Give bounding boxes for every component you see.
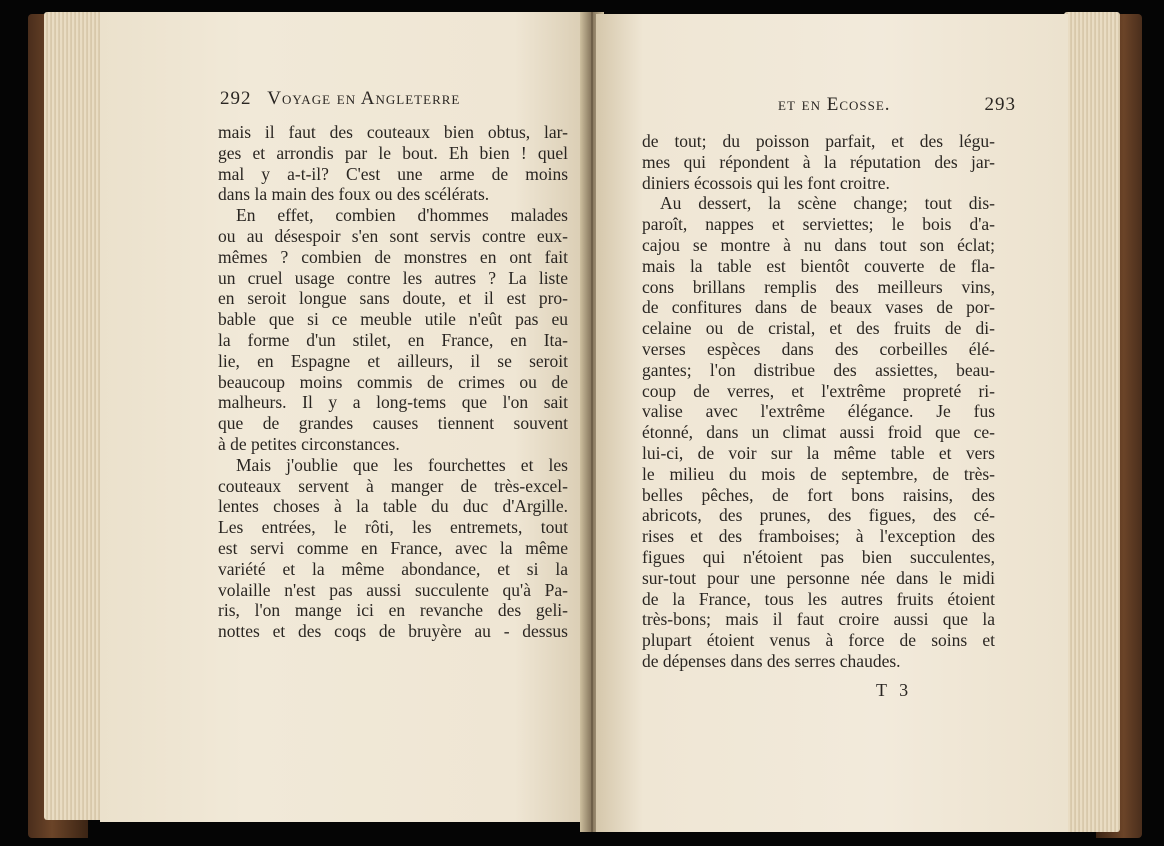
text-line: ges et arrondis par le bout. Eh bien ! quel — [218, 142, 568, 163]
text-line: mal y a-t-il? C'est une arme de moins — [218, 163, 568, 184]
text-line: verses espèces dans des corbeilles élé- — [642, 338, 995, 359]
text-line: que de grandes causes tiennent souvent — [218, 413, 568, 434]
text-line: à de petites circonstances. — [218, 433, 400, 454]
text-line: figues qui n'étoient pas bien succulentes, — [642, 546, 995, 567]
text-line: rises et des framboises; à l'exception des — [642, 526, 995, 547]
text-line: lui-ci, de voir sur la même table et vers — [642, 442, 995, 463]
text-line: beaucoup moins commis de crimes ou de — [218, 371, 568, 392]
right-running-title: et en Ecosse. — [778, 94, 891, 115]
text-line: de tout; du poisson parfait, et des légu- — [642, 131, 995, 151]
text-line: ou au désespoir s'en sont servis contre eux- — [218, 225, 568, 246]
text-line: abricots, des prunes, des figues, des cé- — [642, 505, 995, 526]
text-line: gantes; l'on distribue des assiettes, beau- — [642, 359, 995, 380]
left-page-text — [218, 122, 568, 642]
text-line: sur-tout pour une personne née dans le midi — [642, 567, 995, 588]
left-page-number: 292 — [220, 88, 252, 109]
text-line: ris, l'on mange ici en revanche des geli- — [218, 600, 568, 621]
text-line: est servi comme en France, avec la même — [218, 537, 568, 558]
right-page — [596, 14, 1068, 832]
text-line: coup de verres, et l'extrême propreté ri- — [642, 380, 995, 401]
right-page-number: 293 — [984, 94, 1016, 115]
left-page — [100, 12, 588, 822]
text-line: très-bons; mais il faut croire aussi que la — [642, 609, 995, 630]
text-line: diniers écossois qui les font croitre. — [642, 172, 890, 193]
text-line: Les entrées, le rôti, les entremets, tout — [218, 517, 568, 538]
text-line: En effet, combien d'hommes malades — [236, 205, 568, 226]
text-line: Au dessert, la scène change; tout dis- — [660, 193, 995, 214]
text-line: dans la main des foux ou des scélérats. — [218, 184, 490, 205]
text-line: de confitures dans de beaux vases de por- — [642, 297, 995, 318]
text-line: mêmes ? combien de monstres en ont fait — [218, 246, 568, 267]
text-line: la forme d'un stilet, en France, en Ita- — [218, 329, 568, 350]
text-line: lie, en Espagne et ailleurs, il se seroit — [218, 350, 568, 371]
right-page-text — [642, 131, 995, 672]
text-line: mes qui répondent à la réputation des jar- — [642, 151, 995, 172]
text-line: en seroit longue sans doute, et il est pro- — [218, 288, 568, 309]
text-line: de dépenses dans des serres chaudes. — [642, 650, 901, 671]
text-line: volaille n'est pas aussi succulente qu'à Pa- — [218, 579, 568, 600]
text-line: étonné, dans un climat aussi froid que ce- — [642, 422, 995, 443]
text-line: couteaux servent à manger de très-excel- — [218, 475, 568, 496]
text-line: variété et la même abondance, et si la — [218, 558, 568, 579]
text-line: lentes choses à la table du duc d'Argille. — [218, 496, 568, 517]
text-line: malheurs. Il y a long-tems que l'on sait — [218, 392, 568, 413]
text-line: plupart étoient venus à force de soins et — [642, 630, 995, 651]
text-line: le milieu du mois de septembre, de très- — [642, 463, 995, 484]
text-line: celaine ou de cristal, et des fruits de di- — [642, 318, 995, 339]
text-line: cons brillans remplis des meilleurs vins, — [642, 276, 995, 297]
text-line: cajou se montre à nu dans tout son éclat; — [642, 234, 995, 255]
text-line: belles pêches, de fort bons raisins, des — [642, 484, 995, 505]
left-running-title: Voyage en Angleterre — [267, 88, 461, 109]
text-line: paroît, nappes et serviettes; le bois d'a- — [642, 214, 995, 235]
text-line: valise avec l'extrême élégance. Je fus — [642, 401, 995, 422]
text-line: Mais j'oublie que les fourchettes et les — [236, 454, 568, 475]
signature-mark: T 3 — [876, 680, 913, 700]
text-line: de la France, tous les autres fruits étoient — [642, 588, 995, 609]
text-line: mais la table est bientôt couverte de fla- — [642, 255, 995, 276]
page-edges-right — [1064, 12, 1120, 832]
text-line: un cruel usage contre les autres ? La liste — [218, 267, 568, 288]
right-running-head — [734, 94, 1014, 116]
left-running-head — [220, 88, 460, 110]
text-line: mais il faut des couteaux bien obtus, lar- — [218, 122, 568, 142]
text-line: bable que si ce meuble utile n'eût pas eu — [218, 309, 568, 330]
text-line: nottes et des coqs de bruyère au - dessus — [218, 621, 568, 642]
